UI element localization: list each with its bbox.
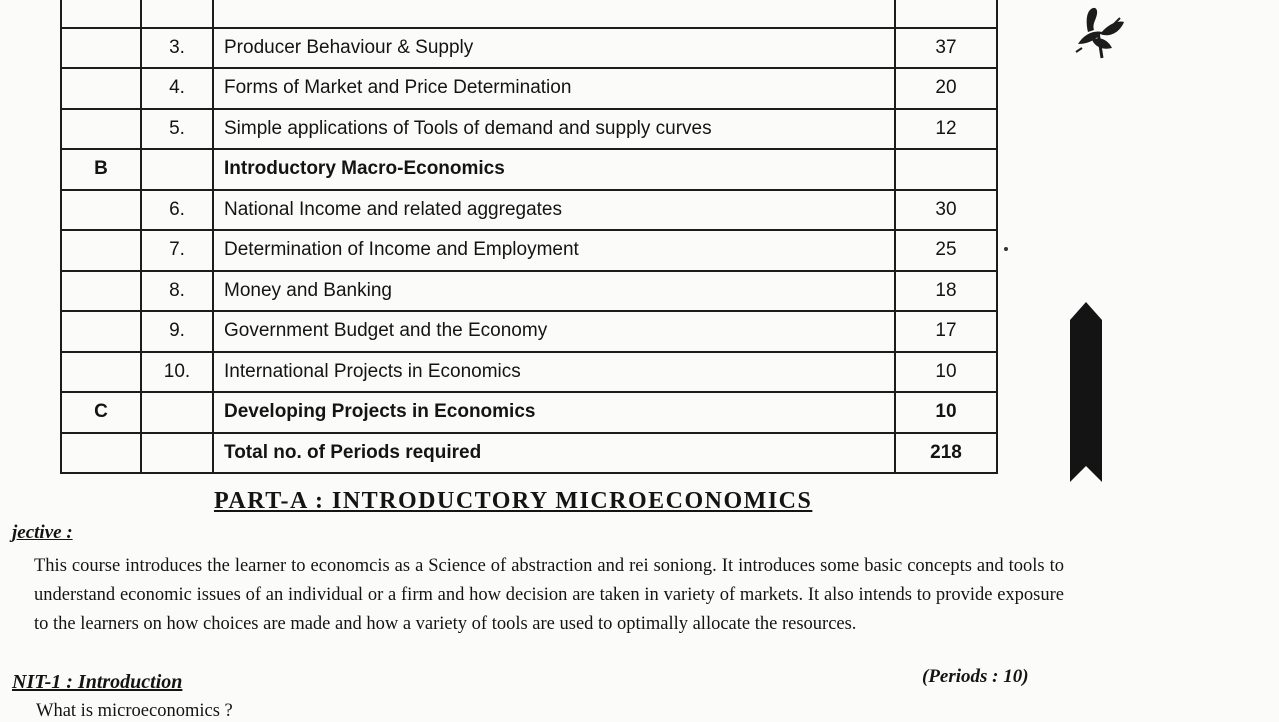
- unit-number-cell: [141, 149, 213, 190]
- section-cell: [61, 311, 141, 352]
- section-cell: [61, 68, 141, 109]
- syllabus-table-body: [61, 0, 997, 473]
- section-cell: [61, 271, 141, 312]
- table-row: [61, 271, 997, 312]
- section-cell: B: [61, 149, 141, 190]
- unit-number-cell: 6.: [141, 190, 213, 231]
- bookmark-ribbon-icon: [1066, 302, 1106, 482]
- stray-dot: [1004, 247, 1008, 251]
- unit-number-cell: 10.: [141, 352, 213, 393]
- topic-title-cell: Simple applications of Tools of demand and supply curves: [213, 109, 895, 150]
- table-row: [61, 28, 997, 69]
- periods-cell: [895, 149, 997, 190]
- periods-cell: 25: [895, 230, 997, 271]
- periods-cell: 10: [895, 352, 997, 393]
- periods-cell: 12: [895, 109, 997, 150]
- unit-number-cell: 4.: [141, 68, 213, 109]
- table-row: [61, 0, 997, 28]
- periods-cell: 37: [895, 28, 997, 69]
- periods-cell: 30: [895, 190, 997, 231]
- unit-number-cell: [141, 392, 213, 433]
- unit-heading: NIT-1 : Introduction: [12, 671, 183, 693]
- topic-title-cell: Introductory Macro-Economics: [213, 149, 895, 190]
- topic-title-cell: Total no. of Periods required: [213, 433, 895, 474]
- section-cell: [61, 190, 141, 231]
- emblem-icon: [1072, 4, 1128, 60]
- section-cell: [61, 0, 141, 28]
- section-cell: [61, 352, 141, 393]
- section-cell: [61, 230, 141, 271]
- table-row: [61, 352, 997, 393]
- unit-number-cell: 8.: [141, 271, 213, 312]
- unit-periods: (Periods : 10): [922, 666, 1029, 687]
- unit-number-cell: 3.: [141, 28, 213, 69]
- topic-title-cell: Producer Behaviour & Supply: [213, 28, 895, 69]
- table-row: [61, 149, 997, 190]
- periods-cell: [895, 0, 997, 28]
- topic-title-cell: Developing Projects in Economics: [213, 392, 895, 433]
- topic-title-cell: [213, 0, 895, 28]
- table-row: [61, 68, 997, 109]
- syllabus-table: [60, 0, 998, 474]
- part-heading: PART-A : INTRODUCTORY MICROECONOMICS: [214, 488, 813, 514]
- topic-title-cell: International Projects in Economics: [213, 352, 895, 393]
- unit-number-cell: 7.: [141, 230, 213, 271]
- topic-title-cell: Money and Banking: [213, 271, 895, 312]
- unit-number-cell: 9.: [141, 311, 213, 352]
- topic-title-cell: Forms of Market and Price Determination: [213, 68, 895, 109]
- table-row: [61, 190, 997, 231]
- table-row: [61, 311, 997, 352]
- topic-title-cell: National Income and related aggregates: [213, 190, 895, 231]
- unit-first-topic: What is microeconomics ?: [36, 701, 233, 721]
- section-cell: C: [61, 392, 141, 433]
- periods-cell: 218: [895, 433, 997, 474]
- section-cell: [61, 109, 141, 150]
- section-cell: [61, 28, 141, 69]
- table-row: [61, 230, 997, 271]
- table-row: [61, 433, 997, 474]
- unit-number-cell: [141, 0, 213, 28]
- objective-text: This course introduces the learner to economcis as a Science of abstraction and rei soniong. It introduces some basic concepts and tools to understand economic issues of an individual or a firm and how decision are taken in variety of markets. It also intends to provide exposure to the learners on how choices are made and how a variety of tools are used to optimally allocate the resources.: [34, 556, 1064, 634]
- unit-number-cell: [141, 433, 213, 474]
- periods-cell: 20: [895, 68, 997, 109]
- table-row: [61, 392, 997, 433]
- objective-label: jective :: [12, 522, 73, 543]
- section-cell: [61, 433, 141, 474]
- topic-title-cell: Government Budget and the Economy: [213, 311, 895, 352]
- periods-cell: 10: [895, 392, 997, 433]
- table-row: [61, 109, 997, 150]
- unit-number-cell: 5.: [141, 109, 213, 150]
- periods-cell: 17: [895, 311, 997, 352]
- periods-cell: 18: [895, 271, 997, 312]
- topic-title-cell: Determination of Income and Employment: [213, 230, 895, 271]
